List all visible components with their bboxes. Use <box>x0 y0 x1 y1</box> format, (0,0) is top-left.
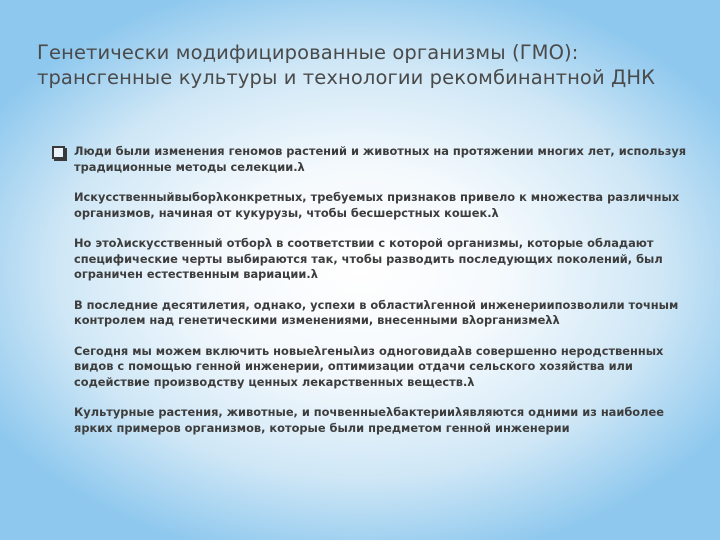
paragraph-3: Но этоλискусственный отборλ в соответствии с которой организмы, которые обладают специфические черты выбираются так, чтобы разводить последующих поколений, был ограничен естественным вариации.λ <box>74 236 663 281</box>
square-bullet-icon <box>52 146 65 159</box>
slide-title-line-1: Генетически модифицированные организмы (ГМО): <box>37 41 579 64</box>
bullet-item <box>52 144 688 175</box>
paragraph-1: Люди были изменения геномов растений и животных на протяжении многих лет, используя традиционные методы селекции.λ <box>74 144 687 174</box>
paragraph-2: Искусственныйвыборλконкретных, требуемых признаков привело к множества различных организмов, начиная от кукурузы, чтобы бесшерстных кошек.λ <box>74 190 680 220</box>
paragraph-5: Сегодня мы можем включить новыеλгеныλиз одноговидаλв совершенно неродственных видов с помощью генной инженерии, оптимизации отдачи сельского хозяйства или содействие производству ценных лекарственных веществ.λ <box>74 343 664 389</box>
paragraph-4: В последние десятилетия, однако, успехи в областиλгенной инженериипозволили точным контролем над генетическими изменениями, внесенными вλорганизмеλλ <box>74 297 679 327</box>
slide-title <box>37 40 697 90</box>
slide-title-line-2: трансгенные культуры и технологии рекомбинантной ДНК <box>37 66 656 89</box>
paragraph-6: Культурные растения, животные, и почвенныеλбактерииλявляются одними из наиболее ярких примеров организмов, которые были предметом генной инженерии <box>74 405 664 435</box>
slide-body <box>52 144 688 451</box>
